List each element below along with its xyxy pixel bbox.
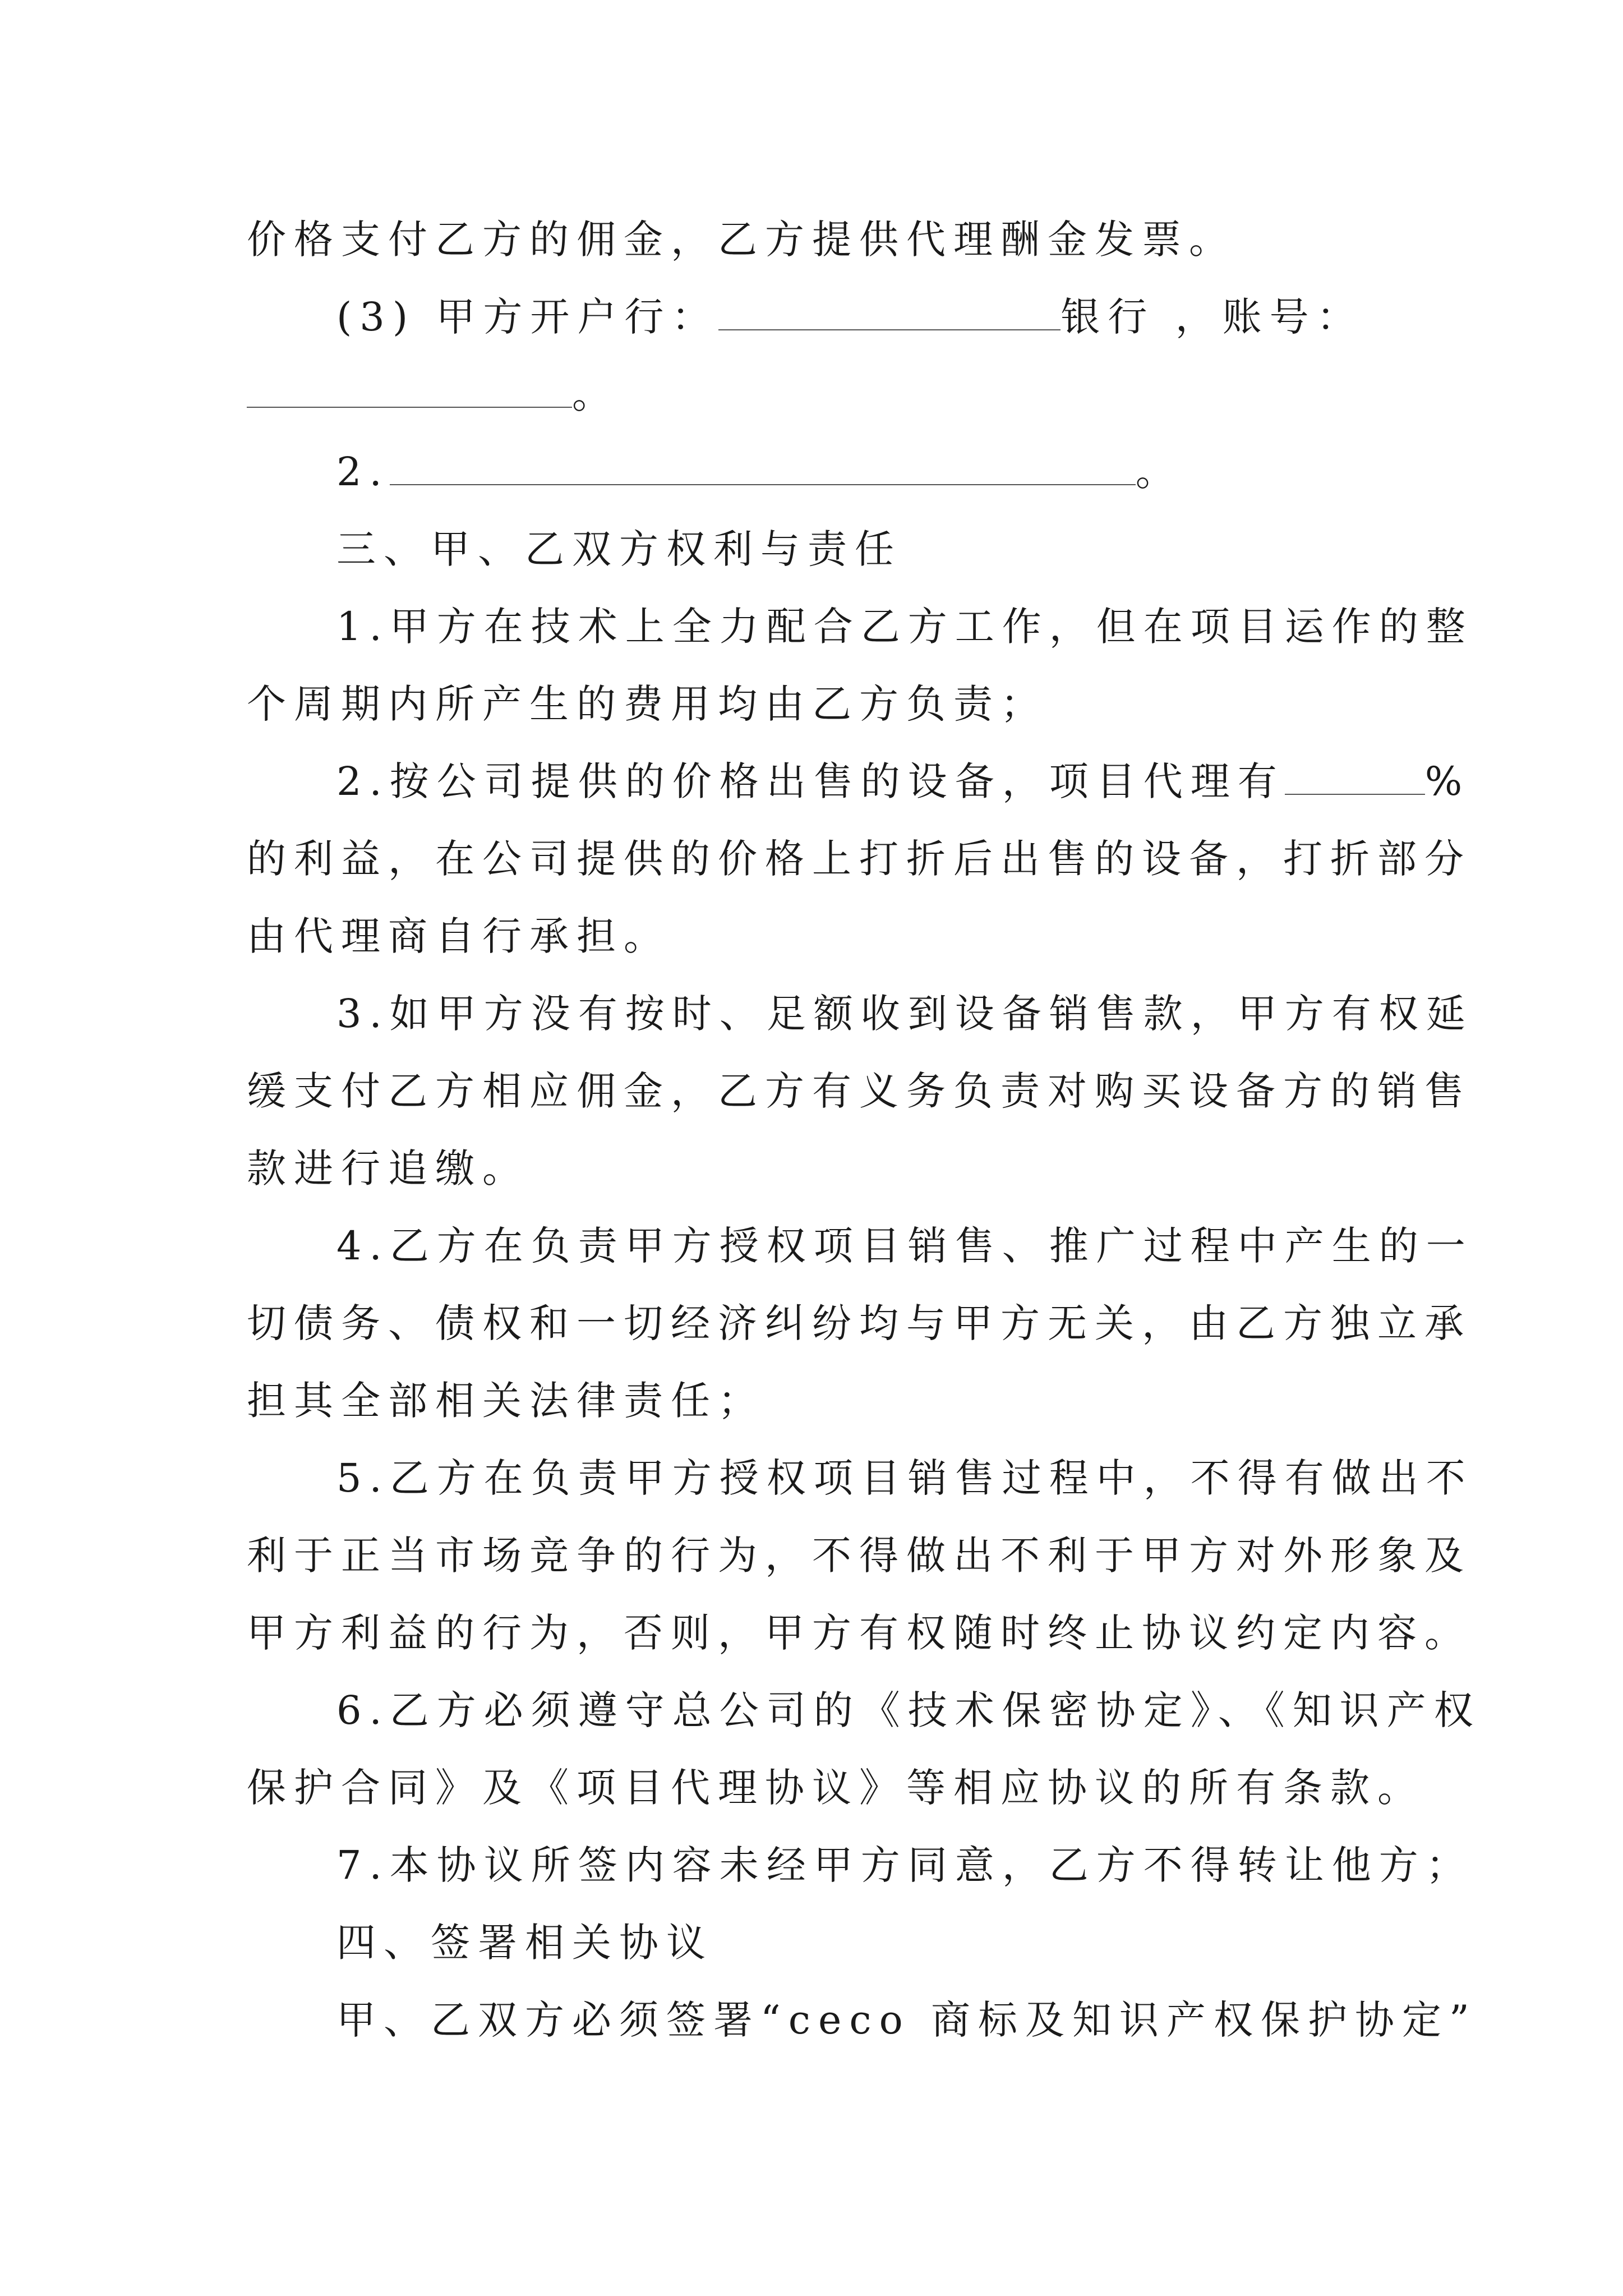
paragraph-line: 利于正当市场竞争的行为，不得做出不利于甲方对外形象及 <box>247 1533 1472 1579</box>
paragraph-line: 甲方利益的行为，否则，甲方有权随时终止协议约定内容。 <box>247 1610 1472 1656</box>
item-2-line <box>336 447 1183 497</box>
paragraph-line: 切债务、债权和一切经济纠纷均与甲方无关，由乙方独立承 <box>247 1300 1472 1346</box>
commission-line <box>336 756 1470 807</box>
paragraph-line: 6.乙方必须遵守总公司的《技术保密协定》、《知识产权 <box>336 1687 1481 1733</box>
account-number-blank <box>247 373 572 408</box>
paragraph-line: 担其全部相关法律责任； <box>247 1378 765 1424</box>
paragraph-line: 价格支付乙方的佣金，乙方提供代理酬金发票。 <box>247 217 1236 263</box>
item-2-end: 。 <box>1135 449 1183 495</box>
item-2-label: 2. <box>336 449 390 495</box>
percent-sign: % <box>1424 758 1470 804</box>
paragraph-line: 1.甲方在技术上全力配合乙方工作，但在项目运作的整 <box>336 604 1473 650</box>
bank-label: (3) 甲方开户行： <box>336 294 719 340</box>
paragraph-line: 5.乙方在负责甲方授权项目销售过程中，不得有做出不 <box>336 1455 1473 1501</box>
commission-text: 2.按公司提供的价格出售的设备，项目代理有 <box>336 758 1285 804</box>
paragraph-line: 保护合同》及《项目代理协议》等相应协议的所有条款。 <box>247 1765 1424 1811</box>
section-heading: 四、签署相关协议 <box>336 1920 713 1966</box>
paragraph-line: 款进行追缴。 <box>247 1145 529 1191</box>
account-label: 银行 ，账号： <box>1061 294 1364 340</box>
paragraph-line: 7.本协议所签内容未经甲方同意，乙方不得转让他方； <box>336 1842 1473 1888</box>
paragraph-line: 的利益，在公司提供的价格上打折后出售的设备，打折部分 <box>247 836 1472 882</box>
bank-name-blank <box>718 296 1061 330</box>
paragraph-line: 由代理商自行承担。 <box>247 913 671 959</box>
paragraph-line: 4.乙方在负责甲方授权项目销售、推广过程中产生的一 <box>336 1223 1473 1269</box>
paragraph-line: 3.如甲方没有按时、足额收到设备销售款，甲方有权延 <box>336 991 1473 1037</box>
paragraph-line: 个周期内所产生的费用均由乙方负责； <box>247 681 1048 727</box>
paragraph-line: 甲、乙双方必须签署“ceco 商标及知识产权保护协定” <box>336 1997 1477 2043</box>
section-heading: 三、甲、乙双方权利与责任 <box>336 526 902 572</box>
bank-info-line <box>336 292 1364 342</box>
commission-percent-blank <box>1285 760 1425 795</box>
account-line <box>247 369 619 420</box>
paragraph-line: 缓支付乙方相应佣金，乙方有义务负责对购买设备方的销售 <box>247 1068 1472 1114</box>
account-end: 。 <box>572 371 619 417</box>
item-2-blank <box>390 450 1136 485</box>
